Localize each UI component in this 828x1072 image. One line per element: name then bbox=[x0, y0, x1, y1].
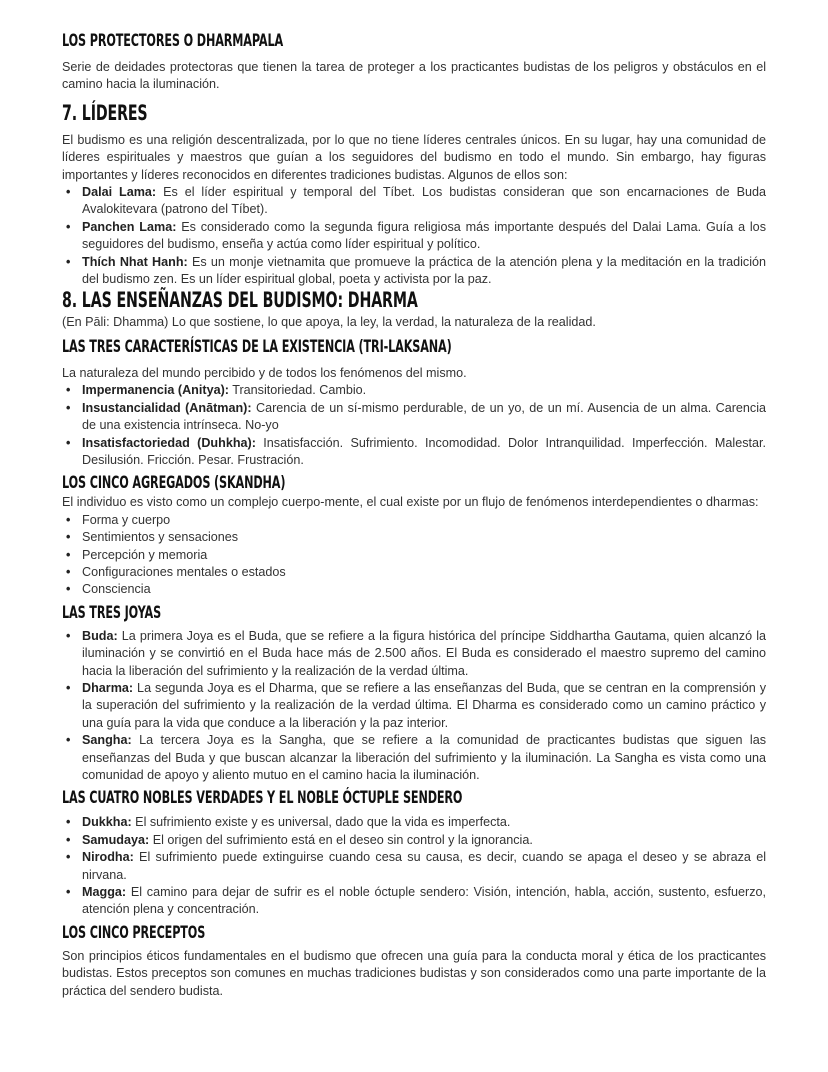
list-agregados bbox=[62, 512, 766, 599]
list-item-term: Sangha: bbox=[82, 733, 132, 748]
list-item bbox=[82, 628, 766, 680]
list-item-term: Nirodha: bbox=[82, 850, 134, 865]
heading-joyas: LAS TRES JOYAS bbox=[62, 602, 162, 623]
list-item-term: Impermanencia (Anitya): bbox=[82, 383, 229, 398]
list-item: • Configuraciones mentales o estados bbox=[82, 564, 766, 581]
heading-protectores: LOS PROTECTORES O DHARMAPALA bbox=[62, 31, 284, 51]
heading-lideres: 7. LÍDERES bbox=[62, 100, 148, 126]
list-item-term: Panchen Lama: bbox=[82, 219, 177, 234]
list-item bbox=[82, 884, 766, 919]
list-verdades bbox=[62, 814, 766, 918]
heading-tres-caracteristicas: LAS TRES CARACTERÍSTICAS DE LA EXISTENCIA (TRI-LAKSANA) bbox=[62, 336, 452, 357]
list-item-text: El origen del sufrimiento está en el deseo sin control y la ignorancia. bbox=[149, 832, 533, 847]
paragraph-protectores: Serie de deidades protectoras que tienen la tarea de proteger a los practicantes budistas de los peligros y obstáculos en el camino hacia la iluminación. bbox=[62, 60, 766, 92]
list-item-term: Magga: bbox=[82, 885, 127, 900]
list-item-term: Dukkha: bbox=[82, 815, 132, 830]
heading-preceptos: LOS CINCO PRECEPTOS bbox=[62, 922, 206, 943]
list-item: • Forma y cuerpo bbox=[82, 512, 766, 529]
list-item bbox=[82, 680, 766, 732]
list-item-text: Es considerado como la segunda figura religiosa más importante después del Dalai Lama. Guía a los seguidores del budismo, enseña y actúa como líder espiritual y político. bbox=[82, 219, 766, 252]
list-item-term: Insustancialidad (Anātman): bbox=[82, 400, 252, 415]
heading-verdades: LAS CUATRO NOBLES VERDADES Y EL NOBLE ÓCTUPLE SENDERO bbox=[62, 788, 463, 809]
list-item-term: Samudaya: bbox=[82, 832, 150, 847]
list-item-text: El camino para dejar de sufrir es el noble óctuple sendero: Visión, intención, habla, acción, sustento, esfuerzo, atención plena y concentración. bbox=[82, 885, 766, 917]
list-item-text: Carencia de un sí-mismo perdurable, de un yo, de un mí. Ausencia de un alma. Carencia de una existencia intrínseca. No-yo bbox=[82, 400, 767, 433]
list-item-text: La primera Joya es el Buda, que se refiere a la figura histórica del príncipe Siddhartha Gautama, quien alcanzó la iluminación y se convirtió en el Buda hace más de 2.500 años. El Buda es considerado el maestro supremo del camino hacia la liberación del sufrimiento y la realización de la verdad última. bbox=[82, 628, 766, 678]
list-item-text: El sufrimiento puede extinguirse cuando cesa su causa, es decir, cuando se apaga el deseo y se abraza el nirvana. bbox=[82, 850, 766, 882]
list-joyas bbox=[62, 628, 766, 785]
list-item-term: Dalai Lama: bbox=[82, 185, 157, 200]
list-item-text: La segunda Joya es el Dharma, que se refiere a las enseñanzas del Buda, que se centran en la comprensión y la superación del sufrimiento y la realización de la verdad última. El Dharma es considerado como un camino práctico y una guía para la vida que conduce a la liberación y la paz interior. bbox=[82, 680, 766, 730]
list-item bbox=[82, 849, 766, 884]
list-lideres bbox=[62, 184, 766, 288]
list-item-text: La tercera Joya es la Sangha, que se refiere a la comunidad de practicantes budistas que siguen las enseñanzas del Buda y que buscan alcanzar la liberación del sufrimiento y la iluminación. La Sangha es vista como una comunidad de apoyo y aliento mutuo en el camino hacia la iluminación. bbox=[82, 733, 766, 782]
paragraph-ensenanzas: (En Pāli: Dhamma) Lo que sostiene, lo que apoya, la ley, la verdad, la naturaleza de la realidad. bbox=[62, 315, 596, 330]
list-item: • Consciencia bbox=[82, 581, 766, 598]
list-tres-caracteristicas bbox=[62, 382, 766, 469]
list-item bbox=[82, 184, 766, 219]
list-item bbox=[82, 732, 766, 784]
list-item bbox=[82, 832, 766, 849]
paragraph-preceptos: Son principios éticos fundamentales en el budismo que ofrecen una guía para la conducta moral y ética de los practicantes budistas. Estos preceptos son comunes en muchas tradiciones budistas y son considerados como una parte importante de la práctica del sendero budista. bbox=[62, 948, 766, 998]
list-item bbox=[82, 435, 766, 470]
paragraph-lideres-intro: El budismo es una religión descentralizada, por lo que no tiene líderes centrales únicos. En su lugar, hay una comunidad de líderes espirituales y maestros que guían a los seguidores del budismo en todo el mundo. Sin embargo, hay figuras importantes y líderes reconocidos en diferentes tradiciones budistas. Algunos de ellos son: bbox=[62, 132, 766, 182]
list-item-text: Insatisfacción. Sufrimiento. Incomodidad. Dolor Intranquilidad. Imperfección. Malestar. Desilusión. Fricción. Pesar. Frustración. bbox=[82, 435, 767, 467]
list-item bbox=[82, 254, 766, 289]
list-item-term: Thích Nhat Hanh: bbox=[82, 254, 188, 269]
document-page bbox=[62, 30, 766, 1000]
list-item-term: Buda: bbox=[82, 628, 118, 643]
list-item-text: Transitoriedad. Cambio. bbox=[228, 383, 367, 398]
list-item-text: Es un monje vietnamita que promueve la práctica de la atención plena y la meditación en la tradición del budismo zen. Es un líder espiritual global, poeta y activista por la paz. bbox=[82, 254, 766, 287]
list-item bbox=[82, 400, 766, 435]
paragraph-tres-caracteristicas-intro: La naturaleza del mundo percibido y de todos los fenómenos del mismo. bbox=[62, 365, 467, 380]
list-item: • Percepción y memoria bbox=[82, 547, 766, 564]
list-item-term: Dharma: bbox=[82, 680, 134, 695]
list-item-term: Insatisfactoriedad (Duhkha): bbox=[82, 435, 256, 450]
list-item bbox=[82, 814, 766, 831]
heading-ensenanzas: 8. LAS ENSEÑANZAS DEL BUDISMO: DHARMA bbox=[62, 288, 418, 314]
list-item-text: El sufrimiento existe y es universal, dado que la vida es imperfecta. bbox=[131, 815, 511, 830]
list-item-text: Es el líder espiritual y temporal del Tíbet. Los budistas consideran que son encarnaciones de Buda Avalokitevara (patrono del Tíbet). bbox=[82, 185, 766, 217]
paragraph-agregados-intro: El individuo es visto como un complejo cuerpo-mente, el cual existe por un flujo de fenómenos interdependientes o dharmas: bbox=[62, 495, 759, 510]
heading-agregados: LOS CINCO AGREGADOS (SKANDHA) bbox=[62, 473, 286, 494]
list-item: • Sentimientos y sensaciones bbox=[82, 529, 766, 546]
list-item bbox=[82, 382, 766, 399]
list-item bbox=[82, 219, 766, 254]
